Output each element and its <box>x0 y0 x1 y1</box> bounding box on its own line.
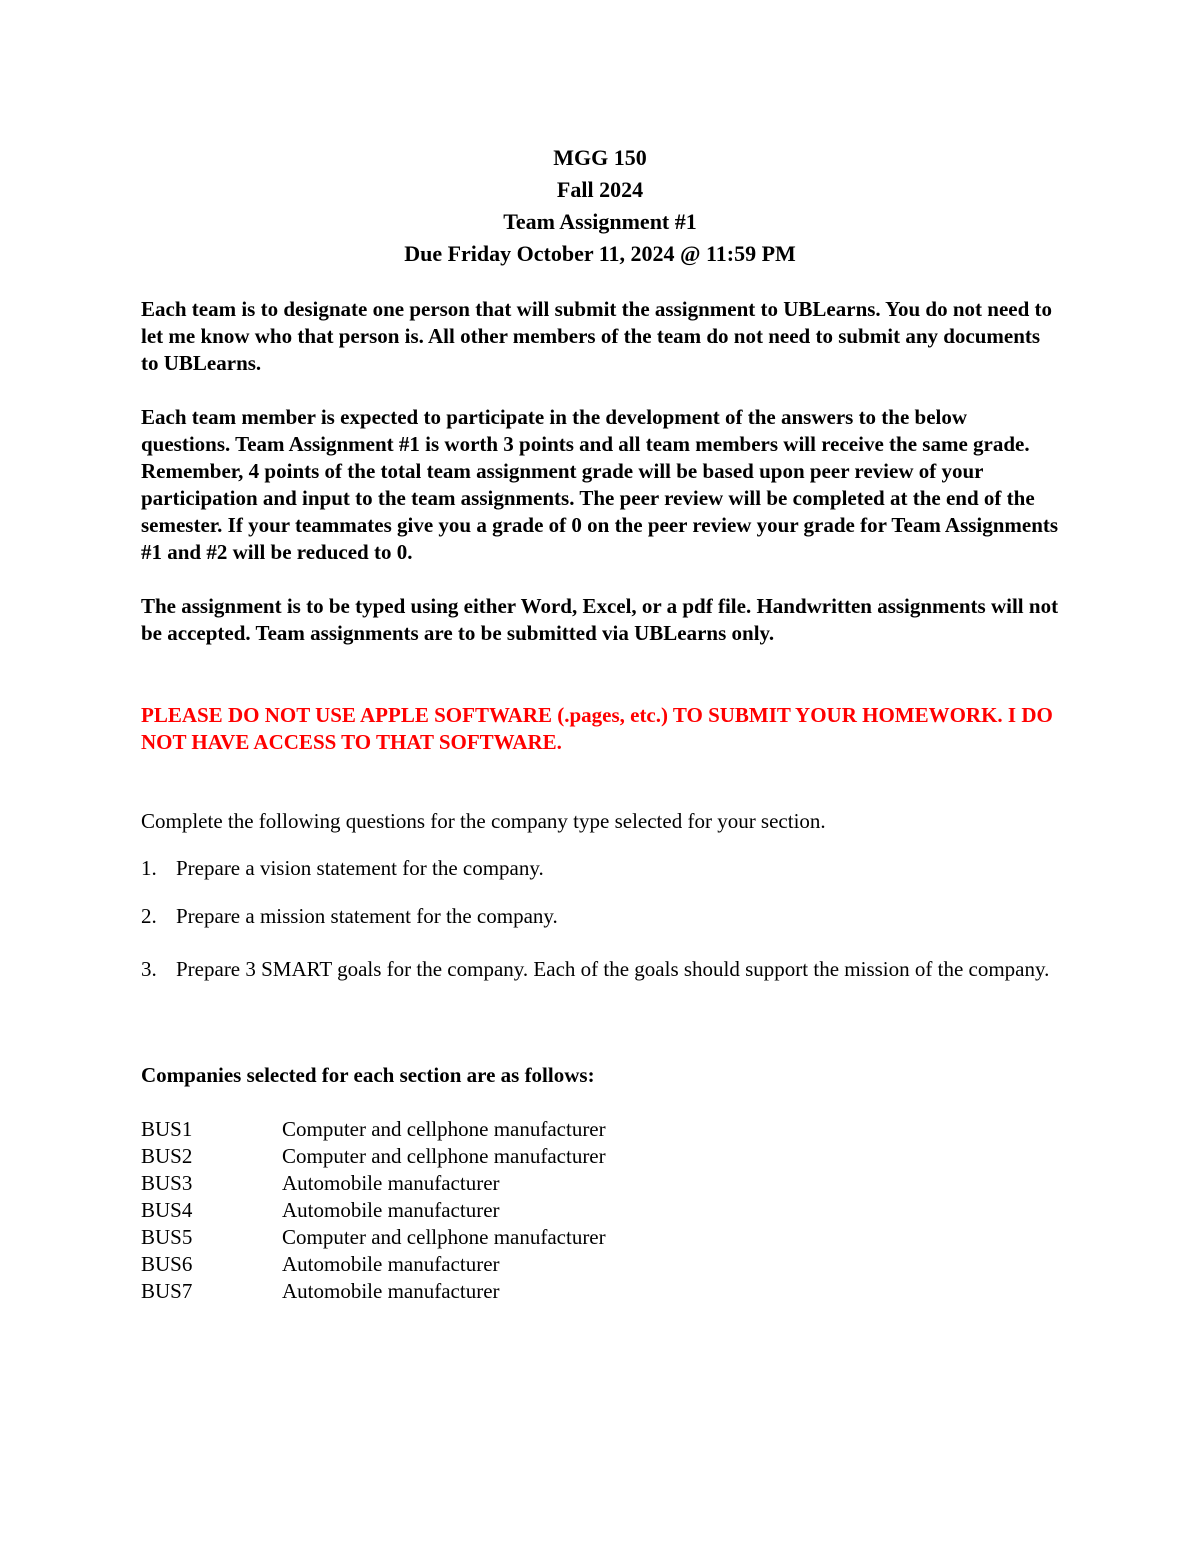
assignment-title: Team Assignment #1 <box>503 209 697 234</box>
term: Fall 2024 <box>556 177 644 202</box>
section-cell: BUS3 <box>141 1171 193 1195</box>
due-date: Due Friday October 11, 2024 @ 11:59 PM <box>404 241 796 266</box>
apple-software-warning: PLEASE DO NOT USE APPLE SOFTWARE (.pages, etc.) TO SUBMIT YOUR HOMEWORK. I DO NOT HAVE ACCESS TO THAT SOFTWARE. <box>141 703 1053 754</box>
table-row <box>141 1224 606 1251</box>
section-cell: BUS6 <box>141 1252 193 1276</box>
question-number: 2. <box>141 904 157 928</box>
list-item <box>141 856 1071 881</box>
company-table <box>141 1116 606 1305</box>
company-type-cell: Automobile manufacturer <box>282 1171 500 1195</box>
company-type-cell: Computer and cellphone manufacturer <box>282 1225 606 1249</box>
instructions: Complete the following questions for the company type selected for your section. <box>141 809 826 833</box>
company-type-cell: Computer and cellphone manufacturer <box>282 1144 606 1168</box>
submission-paragraph: Each team is to designate one person that will submit the assignment to UBLearns. You do not need to let me know who that person is. All other members of the team do not need to submit any documents to UBLearns. <box>141 297 1053 375</box>
format-paragraph: The assignment is to be typed using either Word, Excel, or a pdf file. Handwritten assignments will not be accepted. Team assignments are to be submitted via UBLearns only. <box>141 594 1059 645</box>
table-row <box>141 1197 606 1224</box>
table-row <box>141 1116 606 1143</box>
list-item <box>141 904 1071 929</box>
section-cell: BUS2 <box>141 1144 193 1168</box>
question-number: 1. <box>141 856 157 880</box>
question-text: Prepare a vision statement for the company. <box>176 856 544 880</box>
company-type-cell: Automobile manufacturer <box>282 1198 500 1222</box>
table-row <box>141 1278 606 1305</box>
question-text: Prepare a mission statement for the company. <box>176 904 558 928</box>
section-cell: BUS5 <box>141 1225 193 1249</box>
companies-heading: Companies selected for each section are as follows: <box>141 1063 595 1087</box>
question-text: Prepare 3 SMART goals for the company. Each of the goals should support the mission of the company. <box>176 957 1050 981</box>
question-list <box>141 856 1071 982</box>
section-cell: BUS7 <box>141 1279 193 1303</box>
participation-paragraph: Each team member is expected to participate in the development of the answers to the below questions. Team Assignment #1 is worth 3 points and all team members will receive the same grade. Remember, 4 points of the total team assignment grade will be based upon peer review of your participation and input to the team assignments. The peer review will be completed at the end of the semester. If your teammates give you a grade of 0 on the peer review your grade for Team Assignments #1 and #2 will be reduced to 0. <box>141 405 1059 564</box>
question-number: 3. <box>141 957 157 981</box>
list-item <box>141 957 1071 982</box>
table-row <box>141 1251 606 1278</box>
company-type-cell: Automobile manufacturer <box>282 1279 500 1303</box>
company-type-cell: Automobile manufacturer <box>282 1252 500 1276</box>
course-code: MGG 150 <box>553 145 647 170</box>
title-block <box>0 142 1200 270</box>
table-row <box>141 1143 606 1170</box>
section-cell: BUS1 <box>141 1117 193 1141</box>
table-row <box>141 1170 606 1197</box>
section-cell: BUS4 <box>141 1198 193 1222</box>
company-type-cell: Computer and cellphone manufacturer <box>282 1117 606 1141</box>
